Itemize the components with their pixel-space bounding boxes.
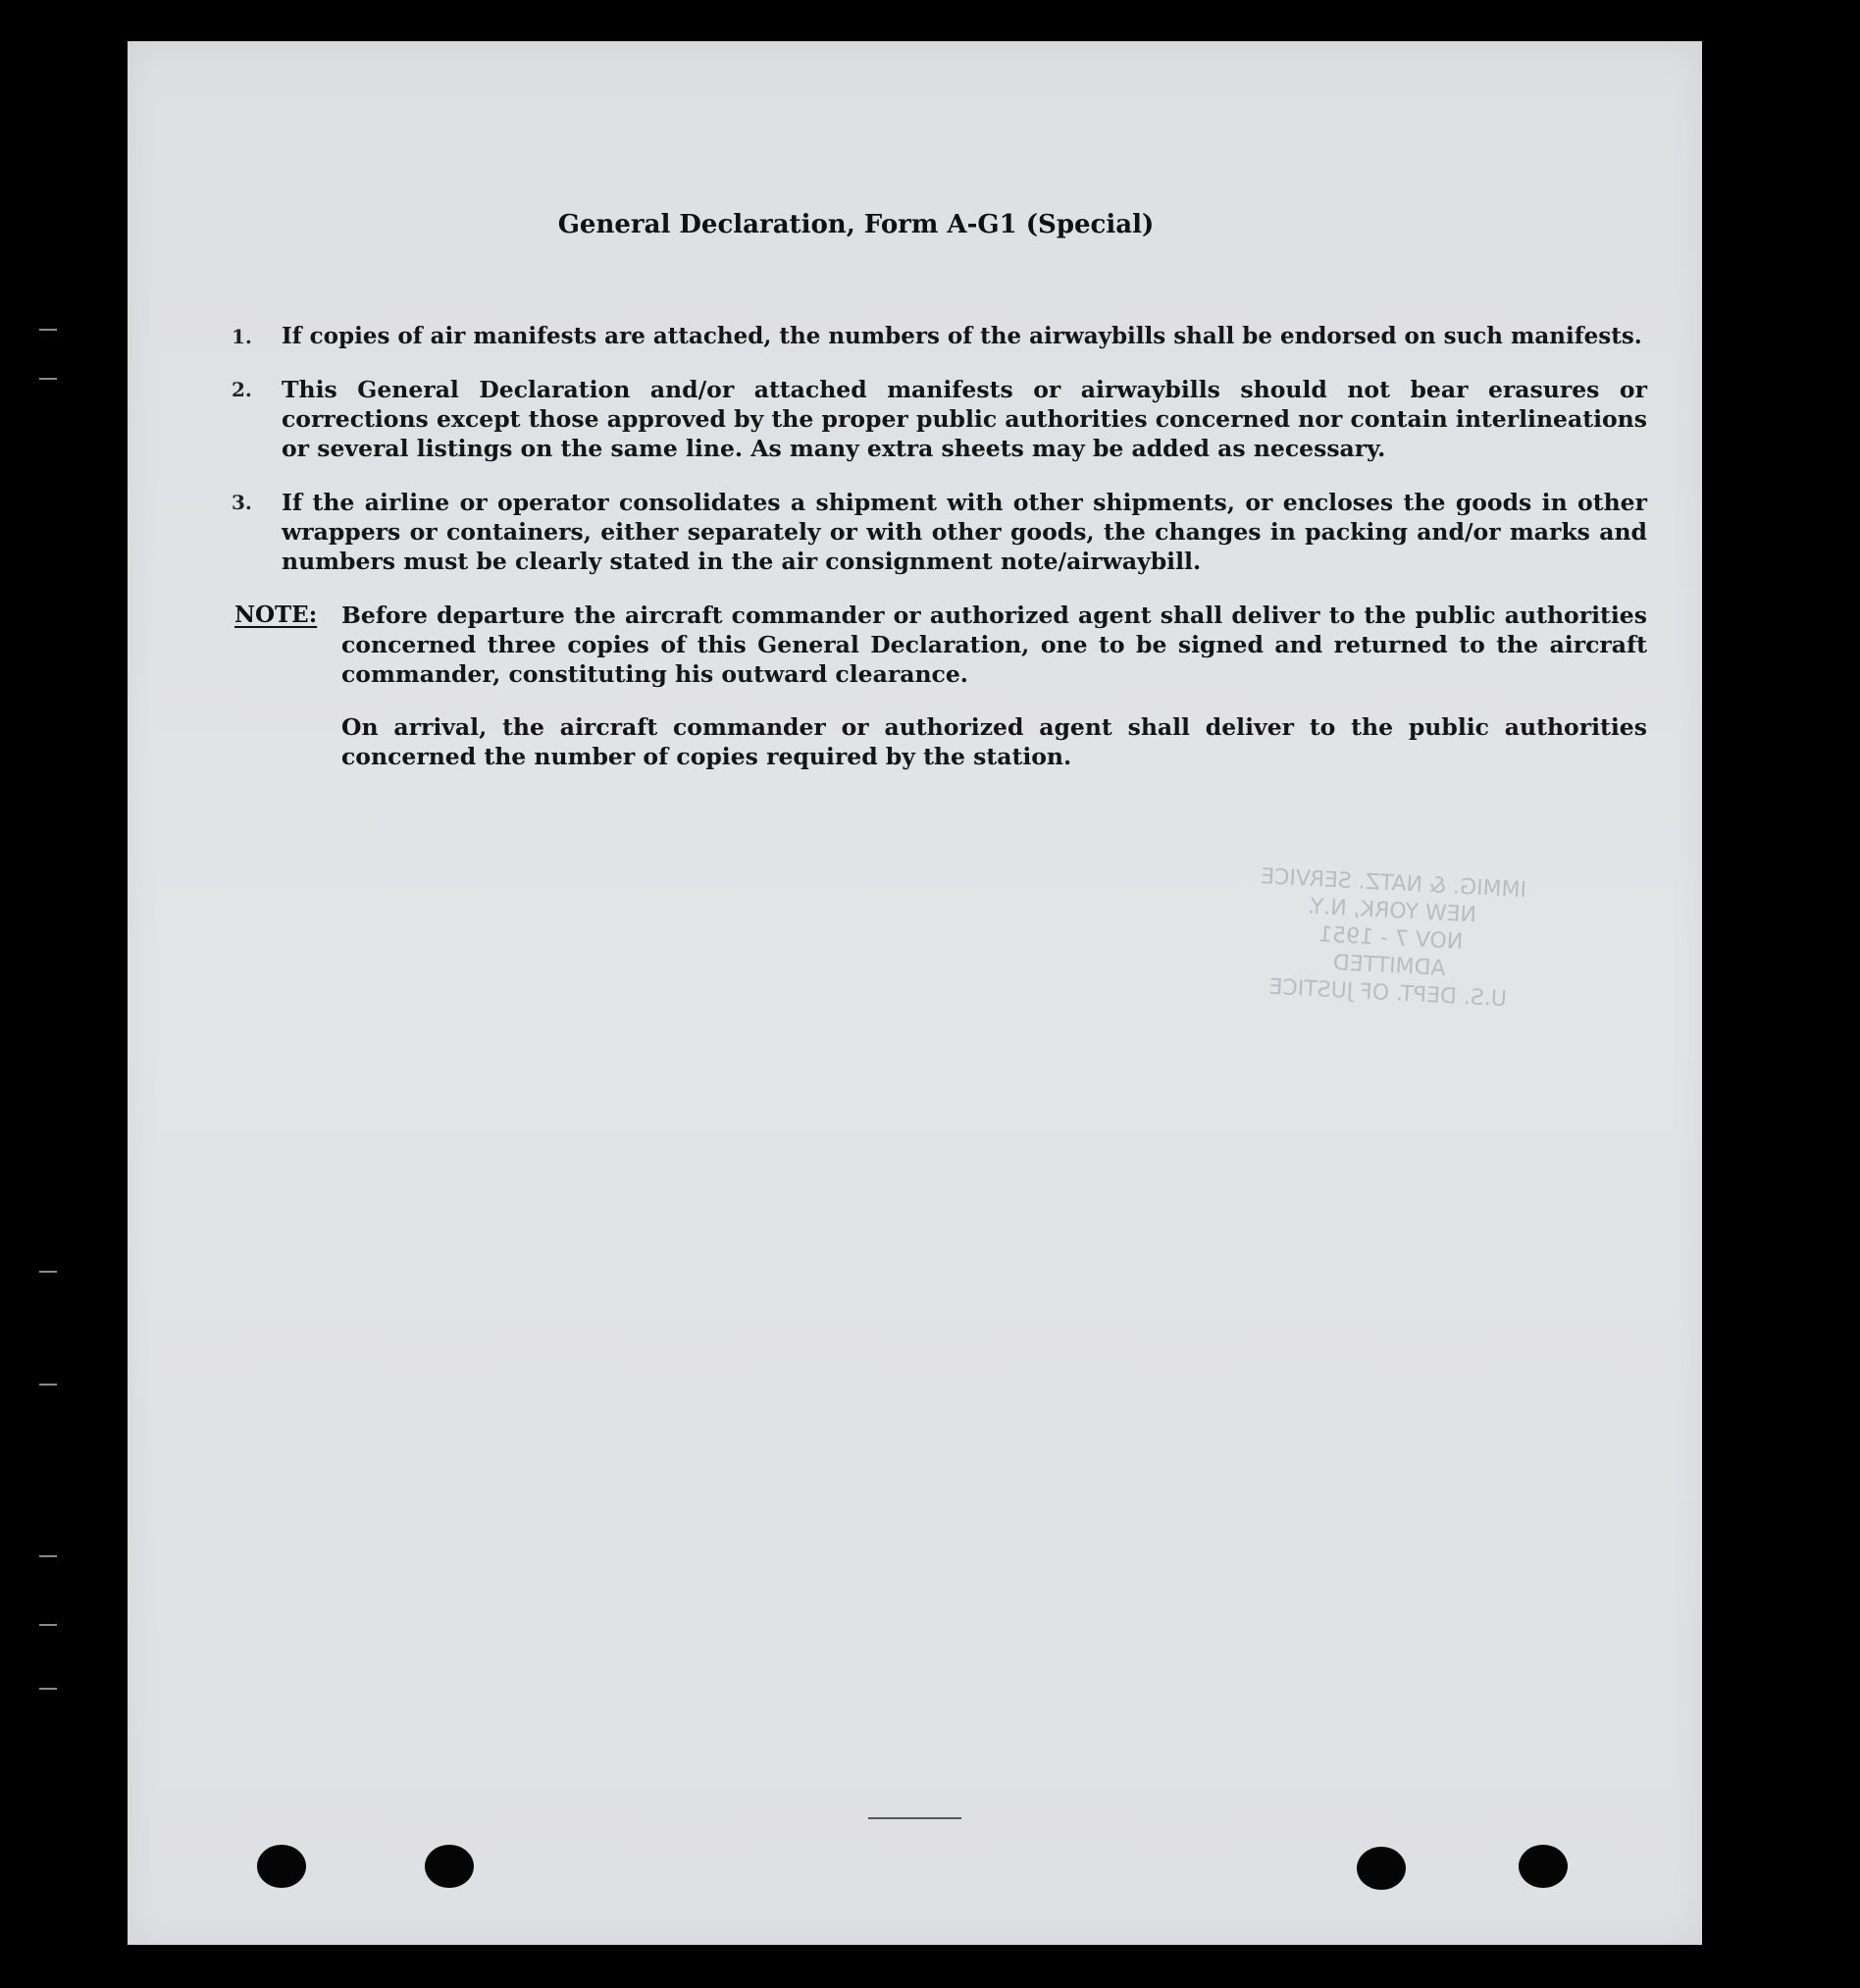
form-title: General Declaration, Form A-G1 (Special) [557,210,1155,239]
edge-mark [39,329,57,331]
bleed-through-stamp [1255,863,1527,1015]
edge-mark [39,1384,57,1386]
stamp-line: U.S. DEPT. OF JUSTICE [1267,974,1508,1013]
stamp-line: ADMITTED [1332,950,1447,981]
note-paragraph: Before departure the aircraft commander or authorized agent shall deliver to the public authorities concerned three copies of this General Declaration, one to be signed and returned to the aircraft commander, constituting his outward clearance. [341,602,1647,688]
edge-mark [39,1624,57,1626]
item-text: If copies of air manifests are attached, the numbers of the airwaybills shall be endorsed on such manifests. [282,323,1642,349]
item-number: 1. [232,325,252,348]
punch-hole [1519,1845,1568,1888]
item-number: 3. [232,491,252,514]
note-label: NOTE: [234,602,318,628]
edge-mark [39,1271,57,1273]
note-paragraph: On arrival, the aircraft commander or authorized agent shall deliver to the public authorities concerned the number of copies required by the station. [341,713,1647,770]
stamp-line: NEW YORK, N.Y. [1307,894,1477,928]
edge-mark [39,1555,57,1557]
item-number: 2. [232,378,252,401]
punch-hole [425,1845,474,1888]
punch-hole [1357,1847,1406,1890]
edge-mark [39,1688,57,1690]
punch-hole [257,1845,306,1888]
item-text: This General Declaration and/or attached manifests or airwaybills should not bear erasures or corrections except those approved by the proper public authorities concerned nor contain interlineations or several listings on the same line. As many extra sheets may be added as necessary. [282,376,1647,462]
edge-mark [39,378,57,380]
stamp-line: NOV 7 - 1951 [1318,922,1464,955]
document-sheet [128,41,1702,1945]
item-text: If the airline or operator consolidates a shipment with other shipments, or encloses the goods in other wrappers or containers, either separately or with other goods, the changes in packing and/or marks and numbers must be clearly stated in the air consignment note/airwaybill. [282,489,1647,575]
divider-mark [868,1817,961,1819]
stamp-line: IMMIG. & NATZ. SERVICE [1260,863,1527,904]
